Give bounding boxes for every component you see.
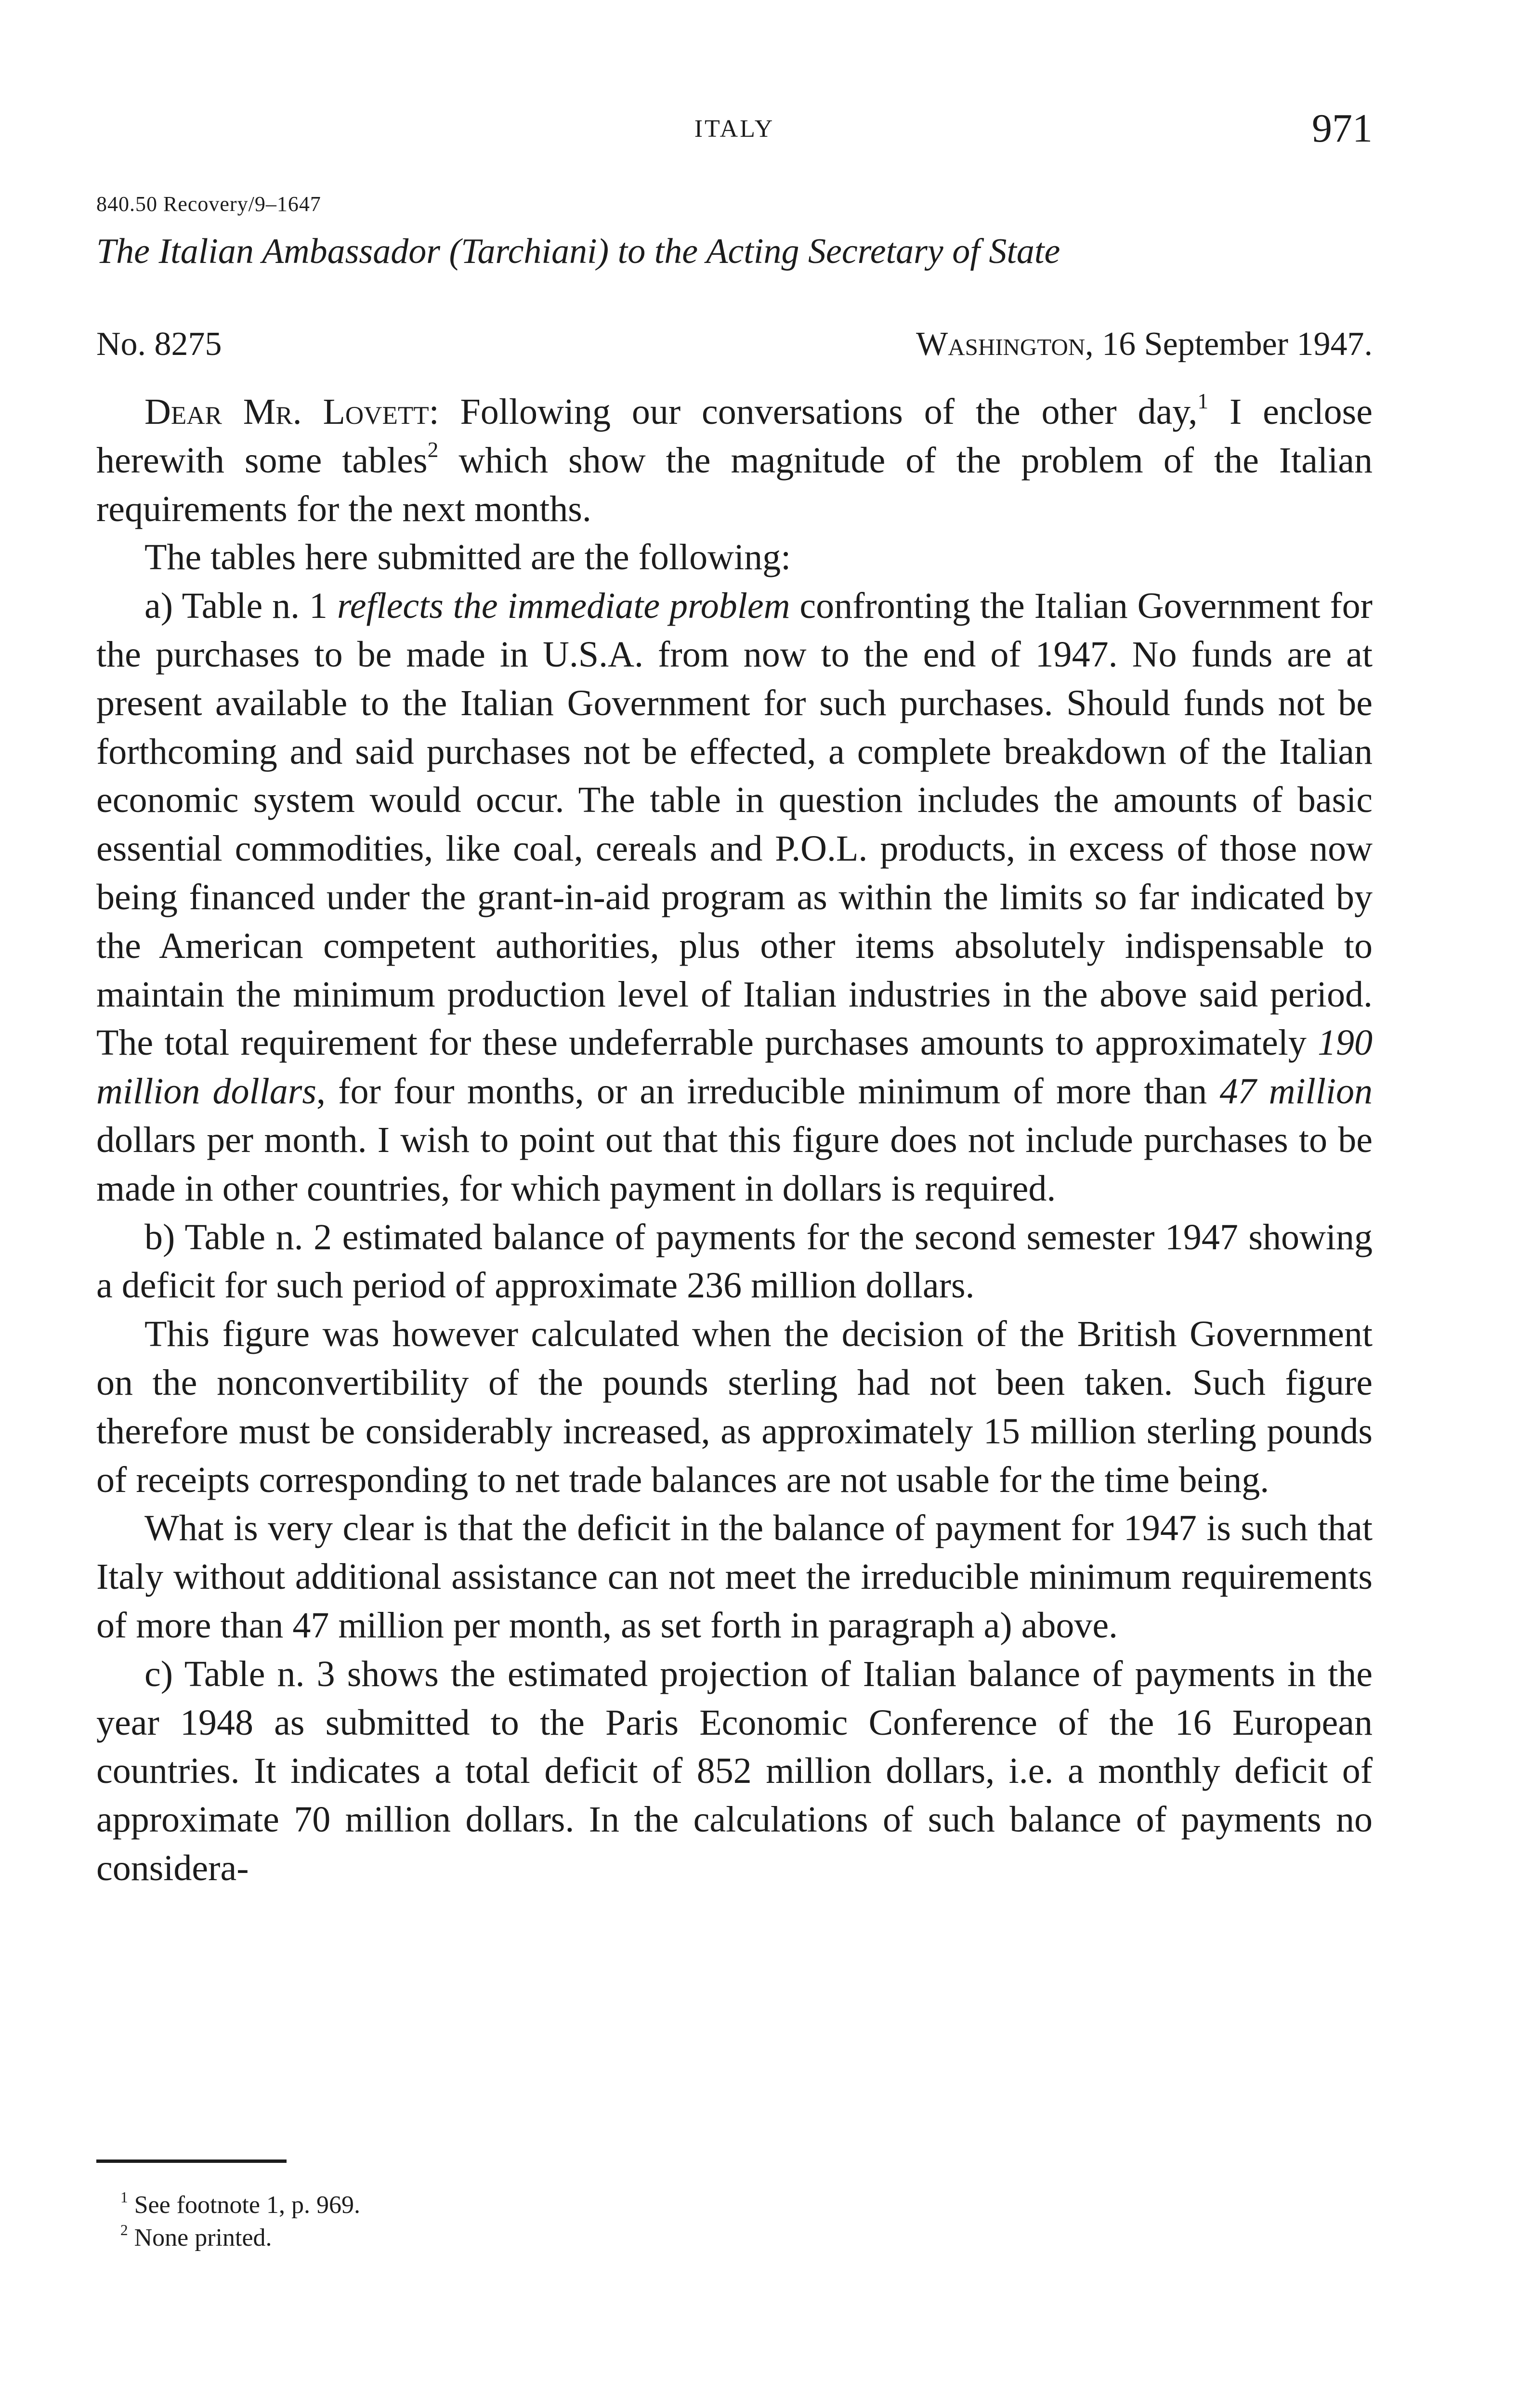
running-title: ITALY (694, 115, 775, 143)
footnote-divider (96, 2159, 287, 2163)
page-number: 971 (1312, 106, 1373, 151)
letter-body (96, 388, 1373, 1893)
document-title: The Italian Ambassador (Tarchiani) to the Acting Secretary of State (96, 232, 1060, 271)
paragraph-deficit: What is very clear is that the deficit in the balance of payment for 1947 is such that Italy without additional assistance can not meet the irreducible minimum requirements of more than 47 million per month, as set forth in paragraph a) above. (96, 1508, 1373, 1646)
file-reference: 840.50 Recovery/9–1647 (96, 192, 321, 216)
footnotes (120, 2189, 360, 2254)
document-number: No. 8275 (96, 326, 222, 363)
footnote-ref-1: 1 (1197, 389, 1209, 414)
footnote-ref-2: 2 (427, 437, 439, 462)
place-and-date (916, 325, 1373, 364)
footnote-2: $^2$ None printed. (120, 2222, 272, 2251)
place: Washington (916, 326, 1086, 363)
paragraph-b-continued: This figure was however calculated when the decision of the British Government on the nonconvertibility of the pounds sterling had not been taken. Such figure therefore must be considerably increased, as approximately 15 million sterling pounds of receipts corresponding to net trade balances are not usable for the time being. (96, 1314, 1373, 1500)
paragraph-a: a) Table n. 1 reflects the immediate problem confronting the Italian Government for the purchases to be made in U.S.A. from now to the end of 1947. No funds are at present available to the Italian Government for such purchases. Should funds not be forthcoming and said purchases not be effected, a complete breakdown of the Italian economic system would occur. The table in question includes the amounts of basic essential commodities, like coal, cereals and P.O.L. products, in excess of those now being financed under the grant-in-aid program as within the limits so far indicated by the American competent authorities, plus other items absolutely indispensable to maintain the minimum production level of Italian industries in the above said period. The total requirement for these undeferrable purchases amounts to approximately 190 million dollars, for four months, or an irreducible minimum of more than 47 million dollars per month. I wish to point out that this figure does not include purchases to be made in other countries, for which payment in dollars is required. (96, 586, 1373, 1209)
date: , 16 September 1947. (1085, 326, 1373, 363)
footnote-1: $^1$ See footnote 1, p. 969. (120, 2189, 360, 2219)
paragraph-b: b) Table n. 2 estimated balance of payments for the second semester 1947 showing a deficit for such period of approximate 236 million dollars. (96, 1217, 1373, 1306)
paragraph-c: c) Table n. 3 shows the estimated projection of Italian balance of payments in the year 1948 as submitted to the Paris Economic Conference of the 16 European countries. It indicates a total deficit of 852 million dollars, i.e. a monthly deficit of approximate 70 million dollars. In the calculations of such balance of payments no considera- (96, 1653, 1373, 1888)
paragraph-opening: Dear Mr. Lovett: Following our conversations of the other day,$^1$ I enclose herewith some tables$^2$ which show the magnitude of the problem of the Italian requirements for the next months. (96, 389, 1373, 529)
salutation: Dear Mr. Lovett (144, 392, 429, 432)
paragraph-tables-intro: The tables here submitted are the following: (144, 537, 791, 578)
running-head (96, 105, 1373, 158)
